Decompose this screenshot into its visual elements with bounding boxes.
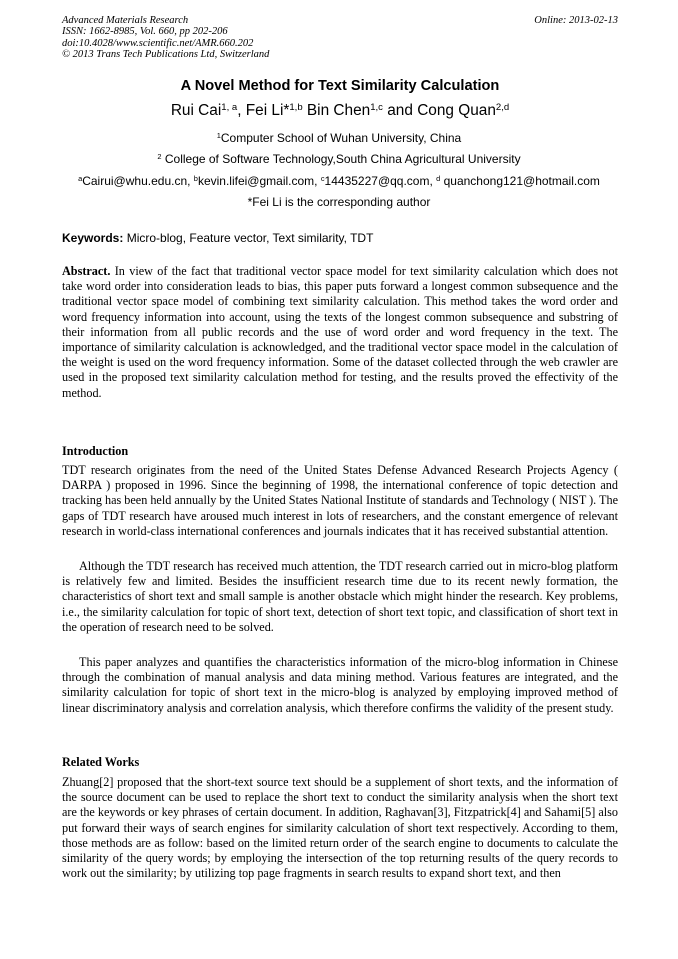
keywords xyxy=(62,231,618,245)
email-address[interactable]: Cairui@whu.edu.cn, xyxy=(82,174,194,188)
related-works-paragraph-1: Zhuang[2] proposed that the short-text source text should be a supplement of short texts, and the information of the source document can be used to replace the short text to conduct the similarity analysis when the short text are the keywords or key phrases of certain document. In addition, Raghavan[3], Fitzpatrick[4] and Sahami[5] also put forward their ways of search engines for similarity calculation of short text respectively. According to them, those methods are as follow: based on the limited return order of the search engine to documents to calculate the similarity of the query words; by employing the intersection of the top returning results of the query records to work out the similarity; by utilizing top page fragments in search results to expand short text, and then xyxy=(62,775,618,881)
email-address[interactable]: kevin.lifei@gmail.com, xyxy=(197,174,321,188)
author-separator: and xyxy=(382,102,418,119)
email-address[interactable]: 14435227@qq.com, xyxy=(324,174,437,188)
journal-issn: ISSN: 1662-8985, Vol. 660, pp 202-206 xyxy=(62,26,228,38)
affiliation-text: College of Software Technology,South China Agricultural University xyxy=(161,152,521,166)
journal-name: Advanced Materials Research xyxy=(62,15,189,26)
keywords-label: Keywords: xyxy=(62,231,124,245)
online-date: Online: 2013-02-13 xyxy=(534,15,618,26)
intro-paragraph-1: TDT research originates from the need of the United States Defense Advanced Research Projects Agency ( DARPA ) proposed in 1996. Since the beginning of 1998, the international conference of topic detection and tracking has been held annually by the United States National Institute of standards and Technology ( NIST ). The gaps of TDT research have aroused much interest in lots of researchers, and the constant emergence of relevant research in world-class international conferences and journals indicates that it has received substantial attention. xyxy=(62,463,618,538)
abstract-text: In view of the fact that traditional vector space model for text similarity calculation which does not take word order into consideration leads to bias, this paper puts forward a longest common subsequence and the traditional vector space model of combining text similarity calculation. This method takes the word order and word frequency information into account, using the texts of the longest common subsequence and substring of their information from all public records and the use of word order and word frequency in the text. The importance of similarity calculation is acknowledged, and the traditional vector space model in the calculation of the weight is used on the word frequency information. Some of the dataset collected through the web crawler are used in the proposed text similarity calculation method for testing, and the results proved the effectivity of the method. xyxy=(62,264,618,400)
abstract-label: Abstract. xyxy=(62,264,111,278)
affiliation-sup: 1 xyxy=(216,130,221,140)
section-heading-related-works: Related Works xyxy=(62,755,140,769)
affiliation-sup: 2 xyxy=(157,151,162,161)
author-list xyxy=(62,102,618,120)
journal-doi: doi:10.4028/www.scientific.net/AMR.660.202 xyxy=(62,37,254,49)
email-list xyxy=(30,174,648,188)
email-address[interactable]: quanchong121@hotmail.com xyxy=(440,174,600,188)
section-heading-introduction: Introduction xyxy=(62,444,129,458)
author-name: Bin Chen xyxy=(306,102,371,119)
intro-paragraph-3: This paper analyzes and quantifies the characteristics information of the micro-blog information in Chinese through the combination of manual analysis and data mining method. Various features are integrated, and the similarity calculation for topic of short text in the micro-blog is analyzed by employing improved method of linear discriminatory analysis and correlation analysis, which therefore confirms the validity of the present study. xyxy=(62,655,618,715)
author-affiliation-sup: 1,c xyxy=(370,101,383,113)
email-sup: c xyxy=(320,173,325,183)
author-name: Rui Cai xyxy=(170,102,222,119)
paper-title: A Novel Method for Text Similarity Calculation xyxy=(180,78,500,94)
journal-header xyxy=(62,15,618,61)
journal-copyright: © 2013 Trans Tech Publications Ltd, Switzerland xyxy=(62,49,270,61)
email-sup: b xyxy=(193,173,198,183)
author-affiliation-sup: 1,b xyxy=(289,101,303,113)
abstract xyxy=(62,264,618,401)
affiliation-2 xyxy=(30,152,648,166)
author-affiliation-sup: 1, a xyxy=(221,101,238,113)
author-name: Fei Li* xyxy=(245,102,290,119)
keywords-text: Micro-blog, Feature vector, Text similarity, TDT xyxy=(123,231,374,245)
author-affiliation-sup: 2,d xyxy=(495,101,510,113)
author-separator: , xyxy=(237,102,246,119)
affiliation-1 xyxy=(30,131,648,145)
email-sup: a xyxy=(78,173,83,183)
author-name: Cong Quan xyxy=(417,102,496,119)
email-sup: d xyxy=(436,173,441,183)
corresponding-author-note: *Fei Li is the corresponding author xyxy=(247,195,431,209)
affiliation-text: Computer School of Wuhan University, China xyxy=(220,131,462,145)
intro-paragraph-2: Although the TDT research has received much attention, the TDT research carried out in micro-blog platform is relatively few and limited. Besides the insufficient research time due to its recent newly formation, the characteristics of short text and small sample is another obstacle which might hinder the research. Key problems, i.e., the similarity calculation for topic of short text, detection of short text topic, and classification of short text in the operation of research need to be solved. xyxy=(62,559,618,634)
